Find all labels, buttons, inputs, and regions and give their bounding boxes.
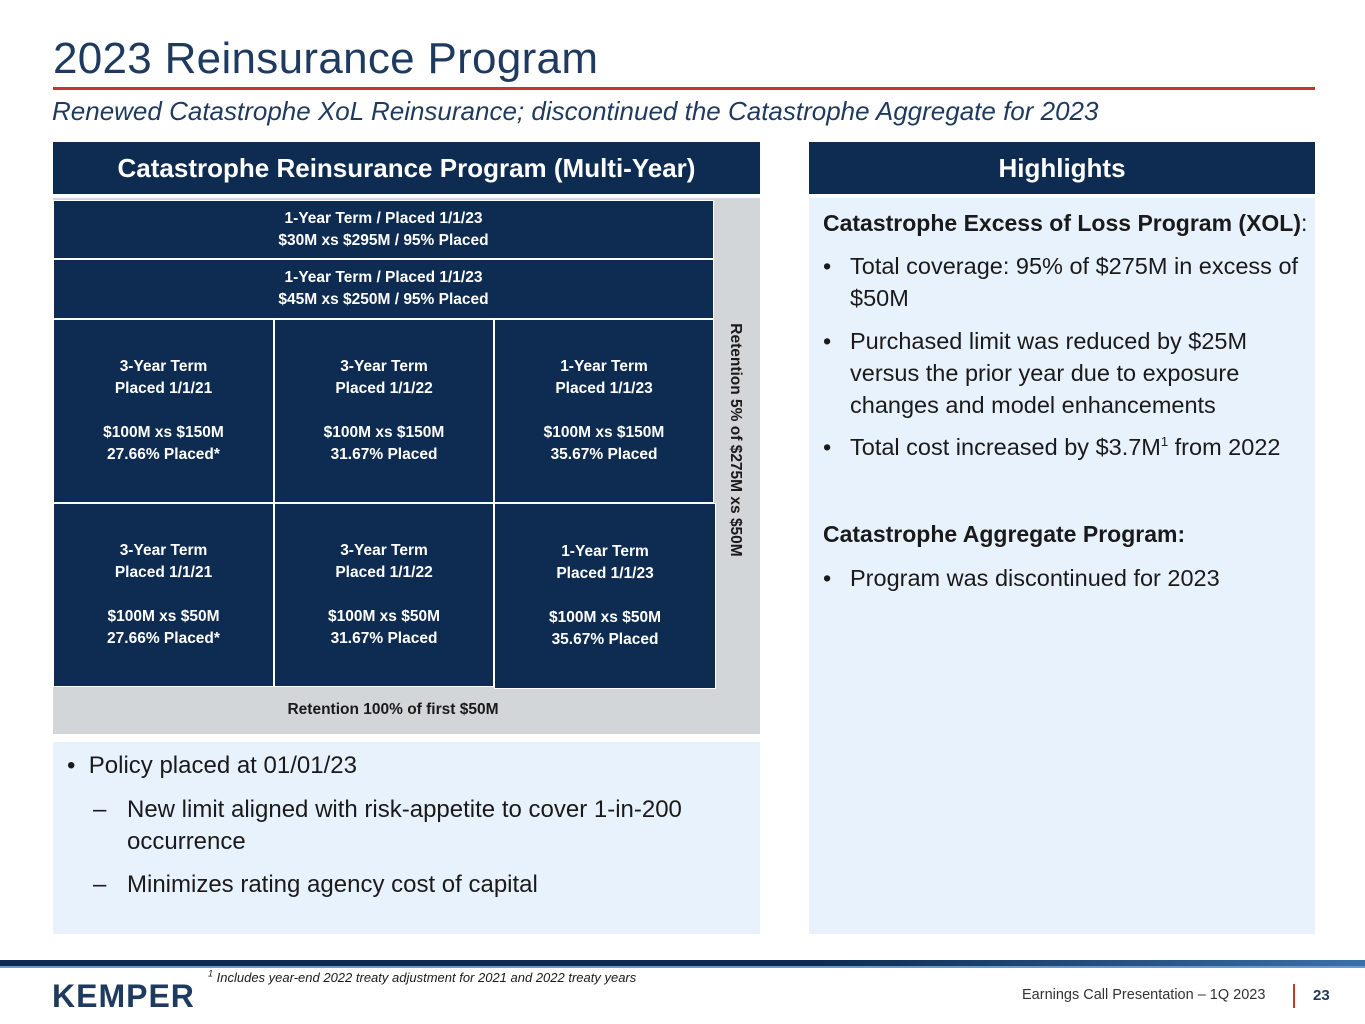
cell-placed: Placed 1/1/22 <box>335 564 433 581</box>
xol-bullet-text: Total coverage: 95% of $275M in excess of $50M <box>850 253 1299 311</box>
cell-share: 31.67% Placed <box>330 446 438 463</box>
cell-share: 31.67% Placed <box>330 630 438 647</box>
xol-bullet-text: Purchased limit was reduced by $25M versus the prior year due to exposure changes and model enhancements <box>850 328 1248 418</box>
cell-share: 35.67% Placed <box>550 446 658 463</box>
cell-term: 1-Year Term <box>560 358 648 375</box>
title-rule <box>53 87 1315 90</box>
cell-limit: $100M xs $50M <box>548 609 662 626</box>
layer-250 <box>53 259 714 319</box>
cell-term: 3-Year Term <box>119 358 208 375</box>
footnote-ref: 1 <box>1160 434 1169 450</box>
cost-text-pre: Total cost increased by $3.7M <box>850 434 1161 460</box>
cell-limit: $100M xs $50M <box>107 608 220 625</box>
cell-share: 27.66% Placed* <box>107 446 220 463</box>
cell-term: 1-Year Term <box>561 543 649 560</box>
dash-glyph: – <box>93 871 107 898</box>
cell-share: 27.66% Placed* <box>107 630 220 647</box>
cell-share: 35.67% Placed <box>551 631 659 648</box>
cell-term: 3-Year Term <box>340 542 428 559</box>
xol-heading-colon: : <box>1301 210 1308 236</box>
cell-limit: $100M xs $50M <box>327 608 441 625</box>
page-subtitle: Renewed Catastrophe XoL Reinsurance; discontinued the Catastrophe Aggregate for 2023 <box>52 96 1099 126</box>
page-number: 23 <box>1313 987 1330 1004</box>
program-panel-header: Catastrophe Reinsurance Program (Multi-Year) <box>53 142 760 194</box>
cell-150-2023 <box>494 319 714 503</box>
layer-term: 1-Year Term / Placed 1/1/23 <box>284 209 483 227</box>
layer-limit: $45M xs $250M / 95% Placed <box>278 291 489 308</box>
bullet-glyph: • <box>823 253 832 279</box>
policy-sub-text: New limit aligned with risk-appetite to cover 1-in-200 occurrence <box>127 796 682 855</box>
highlights-box <box>809 198 1315 934</box>
presentation-label: Earnings Call Presentation – 1Q 2023 <box>1022 987 1266 1003</box>
cell-placed: Placed 1/1/23 <box>556 565 654 582</box>
retention-bottom-label: Retention 100% of first $50M <box>287 701 499 718</box>
bullet-glyph: • <box>823 565 832 591</box>
cell-placed: Placed 1/1/23 <box>555 380 653 397</box>
aggregate-heading: Catastrophe Aggregate Program: <box>823 521 1186 547</box>
layer-limit: $30M xs $295M / 95% Placed <box>278 231 489 249</box>
cell-50-2021 <box>53 503 274 687</box>
policy-bullet-text: Policy placed at 01/01/23 <box>88 752 357 779</box>
cell-term: 3-Year Term <box>119 542 208 559</box>
xol-heading <box>823 210 1307 237</box>
cell-term: 3-Year Term <box>340 358 428 375</box>
policy-sub-text: Minimizes rating agency cost of capital <box>127 871 538 898</box>
footnote-text: Includes year-end 2022 treaty adjustment for 2021 and 2022 treaty years <box>213 970 637 985</box>
layer-term: 1-Year Term / Placed 1/1/23 <box>284 269 483 286</box>
footnote <box>208 970 636 985</box>
layer-top-295 <box>53 200 714 259</box>
footer-divider <box>1293 984 1295 1008</box>
footer-band-accent <box>0 966 1365 968</box>
cell-50-2023 <box>494 503 716 689</box>
policy-notes-box <box>53 742 760 934</box>
bullet-glyph: • <box>823 434 832 460</box>
cell-placed: Placed 1/1/22 <box>335 380 433 397</box>
cell-placed: Placed 1/1/21 <box>114 564 213 581</box>
xol-bullet-cost-text <box>850 431 1305 463</box>
cost-text-post: from 2022 <box>1168 434 1281 460</box>
retention-side-text: Retention 5% of $275M xs $50M <box>727 323 744 557</box>
policy-bullet <box>67 752 357 780</box>
cell-limit: $100M xs $150M <box>323 424 445 441</box>
xol-heading-text: Catastrophe Excess of Loss Program (XOL) <box>823 210 1302 236</box>
cell-limit: $100M xs $150M <box>103 424 224 441</box>
footnote-marker: 1 <box>208 968 214 979</box>
cell-limit: $100M xs $150M <box>543 424 665 441</box>
page-title: 2023 Reinsurance Program <box>53 34 599 83</box>
aggregate-bullet-text: Program was discontinued for 2023 <box>850 565 1220 591</box>
cell-50-2022 <box>274 503 494 687</box>
cell-150-2022 <box>274 319 494 503</box>
cell-150-2021 <box>53 319 274 503</box>
highlights-header: Highlights <box>809 142 1315 194</box>
cell-placed: Placed 1/1/21 <box>114 380 213 397</box>
bullet-glyph: • <box>823 328 832 354</box>
bullet-glyph: • <box>67 752 76 779</box>
dash-glyph: – <box>93 796 107 823</box>
kemper-logo: KEMPER <box>52 978 195 1014</box>
